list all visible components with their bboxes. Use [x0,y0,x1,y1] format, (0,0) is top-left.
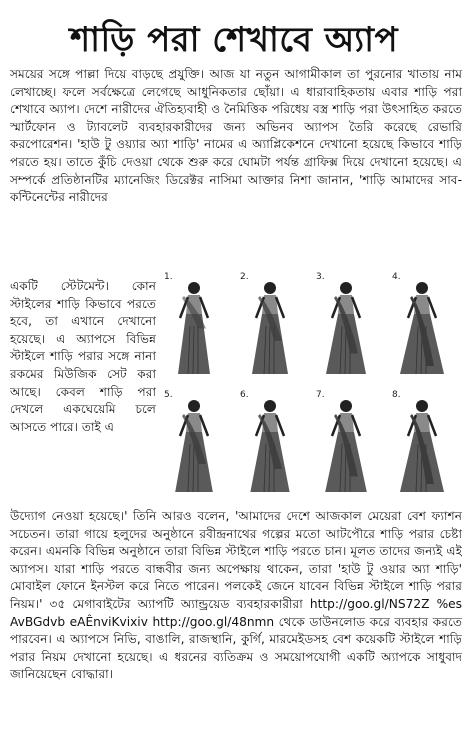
woman-saree-figure [162,276,226,378]
step-number: 1. [164,272,173,282]
step-number: 5. [164,390,173,400]
saree-step-4 [390,272,454,378]
step-number: 4. [392,272,401,282]
woman-saree-figure [390,394,454,496]
step-number: 3. [316,272,325,282]
step-number: 7. [316,390,325,400]
woman-saree-figure [238,276,302,378]
woman-saree-figure [162,394,226,496]
saree-step-2 [238,272,302,378]
saree-steps-illustration [162,272,462,504]
saree-step-6 [238,390,302,496]
paragraph-top: সময়ের সঙ্গে পাল্লা দিয়ে বাড়ছে প্রযুক্তি। আজ যা নতুন আগামীকাল তা পুরনোর খাতায় নাম লেখাচ্ছে। ফলে সর্বক্ষেত্রে লেগেছে আধুনিকতার ছোঁয়া। এ ধারাবাহিকতায় এবার শাড়ি পরা শেখাবে অ্যাপ। দেশে নারীদের ঐতিহ্যবাহী ও নৈমিত্তিক পরিধেয় বস্ত্র শাড়ি পরা উৎসাহিত করতে স্মার্টফোন ও ট্যাবলেট ব্যবহারকারীদের জন্য অভিনব অ্যাপস তৈরি করেছে রেভারি করপোরেশন। 'হাউ টু ওয়্যার অ্যা শাড়ি' নামের এ অ্যাপ্লিকেশনে দেখানো হয়েছে কিভাবে শাড়ি পরতে হয়। তাতে কুঁচি দেওয়া থেকে শুরু করে ঘোমটা পর্যন্ত গ্রাফিক্স দিয়ে দেখানো হয়েছে। এ সম্পর্কে প্রতিষ্ঠানটির ম্যানেজিং ডিরেক্টর নাসিমা আক্তার নিশা জানান, 'শাড়ি আমাদের সাব-কন্টিনেন্টের নারীদের [10,67,462,205]
paragraph-bottom: উদ্যোগ নেওয়া হয়েছে।' তিনি আরও বলেন, 'আমাদের দেশে আজকাল মেয়েরা বেশ ফ্যাশন সচেতন। তারা গায়ে হলুদের অনুষ্ঠানে রবীন্দ্রনাথের গল্পের মতো আটপৌরে শাড়ি পরার চেষ্টা করেন। এমনকি বিভিন্ন অনুষ্ঠানে তারা বিভিন্ন স্টাইলে শাড়ি পরতে চান। মূলত তাদের জন্যই এই অ্যাপস। যারা শাড়ি পরতে বান্ধবীর জন্য অপেক্ষায় থাকেন, তারা 'হাউ টু ওয়ার অ্যা শাড়ি' মোবাইল ফোনে ইনস্টল করে নিতে পারেন। পলকেই জেনে যাবেন বিভিন্ন স্টাইলে শাড়ি পরার নিয়ম।' ৩৫ মেগাবাইটের অ্যাপটি অ্যান্ড্রয়েড ব্যবহারকারীরা http://goo.gl/NS72Z %es AvBGdvb eAÊnviKvixiv http://goo.gl/48nmn থেকে ডাউনলোড করে ব্যবহার করতে পারবেন। এ অ্যাপসে নিভি, বাঙালি, রাজস্থানি, কুর্গি, মারমেইডসহ বেশ কয়েকটি স্টাইলে শাড়ি পরার নিয়ম দেখানো হয়েছে। এ ধরনের ব্যতিক্রম ও সময়োপযোগী একটি অ্যাপকে সাধুবাদ জানিয়েছেন বোদ্ধারা। [10,509,462,682]
headline: শাড়ি পরা শেখাবে অ্যাপ [69,20,399,60]
step-number: 8. [392,390,401,400]
saree-step-8 [390,390,454,496]
woman-saree-figure [390,276,454,378]
saree-step-7 [314,390,378,496]
step-number: 2. [240,272,249,282]
woman-saree-figure [314,394,378,496]
saree-step-3 [314,272,378,378]
saree-step-1 [162,272,226,378]
step-number: 6. [240,390,249,400]
woman-saree-figure [238,394,302,496]
saree-step-5 [162,390,226,496]
paragraph-side: একটি স্টেটমেন্ট। কোন স্টাইলের শাড়ি কিভাবে পরতে হবে, তা এখানে দেখানো হয়েছে। এ অ্যাপসে বিভিন্ন স্টাইলে শাড়ি পরার সঙ্গে নানা রকমের মিউজিক সেট করা আছে। কেবল শাড়ি পরা দেখলে একঘেয়েমি চলে আসতে পারে। তাই এ [10,279,156,434]
woman-saree-figure [314,276,378,378]
